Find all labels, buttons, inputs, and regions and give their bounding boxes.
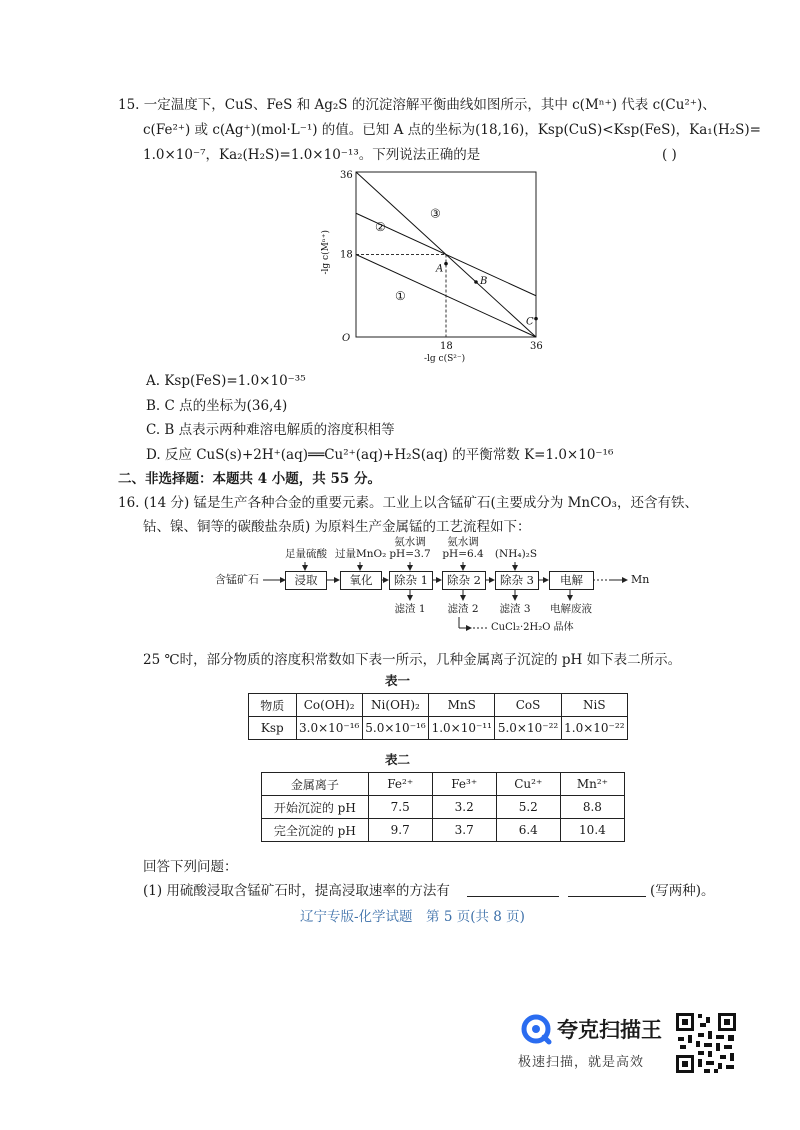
table2-header: Mn²⁺ (560, 773, 624, 796)
q15-option-d: D. 反应 CuS(s)+2H⁺(aq)══Cu²⁺(aq)+H₂S(aq) 的平衡常数 K=1.0×10⁻¹⁶ (146, 447, 614, 463)
table1-header: NiS (561, 694, 627, 717)
table1-header: Co(OH)₂ (296, 694, 362, 717)
table2-cell: 3.2 (432, 796, 496, 819)
flow-start-label: 含锰矿石 (215, 573, 259, 586)
x-tick-label: 36 (530, 341, 543, 352)
table1-row-label: Ksp (249, 717, 297, 740)
page-footer: 辽宁专版-化学试题 第 5 页(共 8 页) (300, 909, 525, 925)
table2-header: 金属离子 (262, 773, 369, 796)
reagent-mno2: 过量MnO₂ (335, 548, 387, 560)
table1-header: CoS (495, 694, 561, 717)
qr-code-icon (674, 1011, 738, 1075)
point-c (534, 317, 538, 321)
flow-step-purify-1: 除杂 1 (389, 571, 433, 590)
q15-option-a: A. Ksp(FeS)=1.0×10⁻³⁵ (146, 373, 306, 389)
reagent-ammonia-3-7: 氨水调 pH=3.7 (389, 536, 431, 560)
y-tick-label: 36 (340, 170, 353, 181)
ksp-table (248, 693, 628, 740)
ph-table (261, 772, 625, 842)
reagent-ammonium-sulfide: (NH₄)₂S (494, 548, 538, 560)
flow-end-label: Mn (631, 573, 650, 586)
point-b (474, 280, 478, 284)
flow-step-electrolysis: 电解 (549, 571, 594, 590)
q16-sub1: (1) 用硫酸浸取含锰矿石时，提高浸取速率的方法有 (143, 883, 450, 899)
table1-cell: 5.0×10⁻²² (495, 717, 561, 740)
table2-title: 表二 (385, 752, 411, 767)
table1-cell: 3.0×10⁻¹⁶ (296, 717, 362, 740)
table2-header: Fe²⁺ (368, 773, 432, 796)
table2-header: Cu²⁺ (496, 773, 560, 796)
brand-name: 夸克扫描王 (557, 1018, 662, 1042)
table2-cell: 8.8 (560, 796, 624, 819)
table2-cell: 3.7 (432, 819, 496, 842)
q15-line3: 1.0×10⁻⁷，Ka₂(H₂S)=1.0×10⁻¹³。下列说法正确的是 (143, 147, 481, 163)
table1-cell: 1.0×10⁻²² (561, 717, 627, 740)
table2-row-label: 完全沉淀的 pH (262, 819, 369, 842)
answer-blank-2[interactable] (568, 896, 646, 897)
x-axis-label: -lg c(S²⁻) (424, 354, 466, 364)
residue-3: 滤渣 3 (499, 603, 531, 615)
flow-step-leach: 浸取 (285, 571, 327, 590)
table1-cell: 1.0×10⁻¹¹ (429, 717, 495, 740)
table2-cell: 5.2 (496, 796, 560, 819)
table1-header: Ni(OH)₂ (362, 694, 428, 717)
q16-tables-intro: 25 ℃时，部分物质的溶度积常数如下表一所示，几种金属离子沉淀的 pH 如下表二所示。 (143, 652, 682, 668)
series-label-3: ③ (430, 206, 441, 221)
table2-row-label: 开始沉淀的 pH (262, 796, 369, 819)
brand-slogan: 极速扫描，就是高效 (518, 1055, 645, 1070)
solubility-chart (300, 165, 570, 365)
quark-logo-icon (520, 1013, 552, 1045)
residue-1: 滤渣 1 (394, 603, 426, 615)
y-tick-label: 18 (340, 249, 353, 261)
flow-step-oxidize: 氧化 (340, 571, 382, 590)
series-label-2: ② (375, 220, 386, 234)
section-2-heading: 二、非选择题：本题共 4 小题，共 55 分。 (118, 471, 381, 487)
q16-sub1-tail: (写两种)。 (650, 883, 715, 899)
q15-answer-paren: ( ) (662, 147, 677, 163)
point-label-b: B (480, 276, 488, 287)
branch-product: CuCl₂·2H₂O 晶体 (491, 622, 574, 633)
table2-cell: 10.4 (560, 819, 624, 842)
table1-header: MnS (429, 694, 495, 717)
process-flowchart (215, 536, 685, 640)
y-axis-label: -lg c(Mⁿ⁺) (321, 230, 331, 275)
flow-step-purify-3: 除杂 3 (495, 571, 539, 590)
series-label-1: ① (395, 288, 406, 303)
table1-cell: 5.0×10⁻¹⁶ (362, 717, 428, 740)
q15-line1: 15. 一定温度下，CuS、FeS 和 Ag₂S 的沉淀溶解平衡曲线如图所示，其中 c(Mⁿ⁺) 代表 c(Cu²⁺)、 (118, 97, 716, 113)
table1-title: 表一 (385, 673, 411, 688)
table2-header: Fe³⁺ (432, 773, 496, 796)
point-a (444, 262, 448, 266)
q15-line2: c(Fe²⁺) 或 c(Ag⁺)(mol·L⁻¹) 的值。已知 A 点的坐标为(18,16)，Ksp(CuS)<Ksp(FeS)，Ka₁(H₂S)= (143, 122, 761, 138)
answer-blank-1[interactable] (467, 896, 559, 897)
point-label-c: C (526, 316, 534, 328)
flow-step-purify-2: 除杂 2 (442, 571, 486, 590)
q16-line2: 钴、镍、铜等的碳酸盐杂质) 为原料生产金属锰的工艺流程如下： (143, 519, 531, 535)
residue-2: 滤渣 2 (447, 603, 479, 615)
q15-option-b: B. C 点的坐标为(36,4) (146, 398, 288, 414)
q16-line1: 16. (14 分) 锰是生产各种合金的重要元素。工业上以含锰矿石(主要成分为 MnCO₃，还含有铁、 (118, 495, 698, 511)
answer-intro: 回答下列问题： (143, 859, 238, 875)
reagent-ammonia-6-4: 氨水调 pH=6.4 (442, 536, 484, 560)
point-label-a: A (436, 263, 444, 275)
table2-cell: 9.7 (368, 819, 432, 842)
table2-cell: 6.4 (496, 819, 560, 842)
q15-option-c: C. B 点表示两种难溶电解质的溶度积相等 (146, 422, 395, 438)
table1-header: 物质 (249, 694, 297, 717)
x-tick-label: 18 (440, 341, 453, 352)
table2-cell: 7.5 (368, 796, 432, 819)
electrolysis-waste: 电解废液 (550, 603, 592, 615)
axis-origin-label: O (342, 333, 351, 344)
reagent-sulfuric-acid: 足量硫酸 (285, 548, 327, 560)
